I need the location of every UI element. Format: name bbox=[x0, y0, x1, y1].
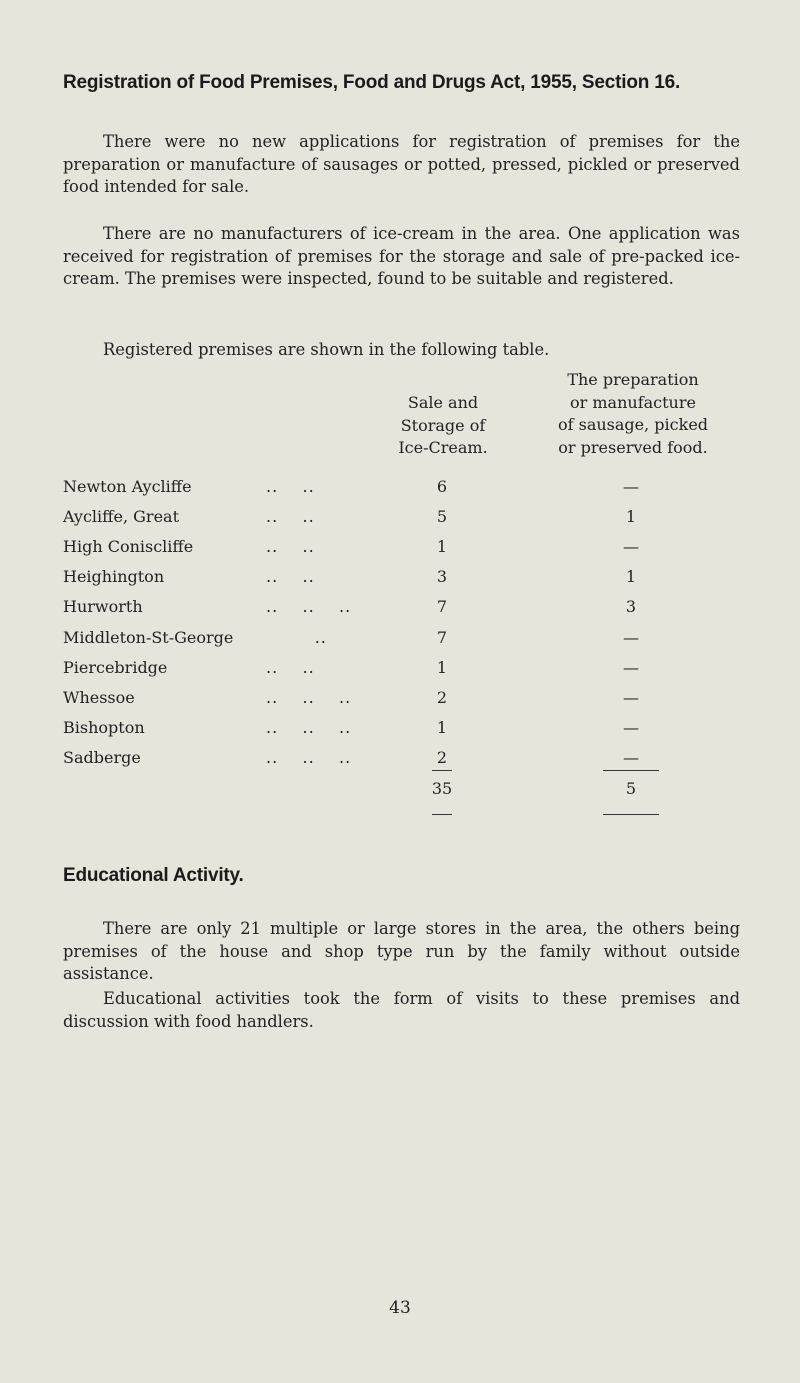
leader-dots: .. .. bbox=[266, 507, 315, 527]
page-number: 43 bbox=[389, 1298, 411, 1318]
preparation-count: — bbox=[623, 687, 639, 707]
ice-cream-count: 1 bbox=[436, 537, 448, 557]
leader-dots: .. .. bbox=[266, 567, 315, 587]
leader-dots: .. .. bbox=[266, 657, 315, 677]
place-name: Piercebridge bbox=[63, 657, 168, 677]
total-ice-cream: 35 bbox=[431, 779, 453, 798]
table-row bbox=[0, 507, 800, 533]
place-name: Aycliffe, Great bbox=[63, 507, 180, 527]
preparation-count: 1 bbox=[625, 507, 637, 527]
leader-dots: .. .. .. bbox=[266, 747, 352, 767]
preparation-count: — bbox=[623, 627, 639, 647]
place-name: Newton Aycliffe bbox=[63, 477, 192, 496]
preparation-count: — bbox=[623, 657, 639, 677]
table-row bbox=[0, 567, 800, 593]
ice-cream-count: 3 bbox=[436, 567, 448, 587]
place-name: Sadberge bbox=[63, 747, 141, 767]
ice-cream-count: 5 bbox=[436, 507, 448, 527]
table-row bbox=[0, 718, 800, 744]
paragraph-no-applications: There were no new applications for registration of premises for the preparation or manufacture of sausages or potted, pressed, pickled or preserved food intended for sale. bbox=[63, 132, 740, 196]
table-row bbox=[0, 537, 800, 563]
ice-cream-count: 7 bbox=[436, 627, 448, 647]
preparation-count: — bbox=[623, 717, 639, 737]
column-header-ice-cream: Sale and Storage of Ice-Cream. bbox=[398, 393, 488, 457]
paragraph-stores: There are only 21 multiple or large stores in the area, the others being premises of the house and shop type run by the family without outside assistance. bbox=[63, 919, 740, 983]
table-row bbox=[0, 477, 800, 503]
rule-top-col2 bbox=[603, 770, 659, 771]
ice-cream-count: 2 bbox=[436, 747, 448, 767]
ice-cream-count: 1 bbox=[436, 657, 448, 677]
leader-dots: .. .. .. bbox=[266, 717, 352, 737]
leader-dots: .. .. .. bbox=[266, 687, 352, 707]
table-row bbox=[0, 688, 800, 714]
place-name: Bishopton bbox=[63, 717, 145, 737]
place-name: Whessoe bbox=[63, 687, 135, 707]
table-intro: Registered premises are shown in the following table. bbox=[103, 340, 550, 359]
place-name: Hurworth bbox=[63, 597, 143, 617]
table-row bbox=[0, 748, 800, 774]
table-row bbox=[0, 597, 800, 623]
rule-bottom-col1 bbox=[432, 814, 452, 815]
ice-cream-count: 1 bbox=[436, 717, 448, 737]
leader-dots: .. bbox=[266, 627, 327, 647]
ice-cream-count: 7 bbox=[436, 597, 448, 617]
rule-top-col1 bbox=[432, 770, 452, 771]
preparation-count: 1 bbox=[625, 567, 637, 587]
section-heading-educational: Educational Activity. bbox=[63, 865, 244, 886]
paragraph-ice-cream: There are no manufacturers of ice-cream in the area. One application was received for registration of premises for the storage and sale of pre-packed ice-cream. The premises were inspected, found to be suitable and registered. bbox=[63, 224, 740, 288]
ice-cream-count: 2 bbox=[436, 687, 448, 707]
total-preparation: 5 bbox=[625, 779, 637, 798]
preparation-count: — bbox=[623, 747, 639, 767]
leader-dots: .. .. bbox=[266, 537, 315, 557]
preparation-count: — bbox=[623, 477, 639, 496]
leader-dots: .. .. bbox=[266, 477, 315, 496]
ice-cream-count: 6 bbox=[436, 477, 448, 496]
section-heading-registration: Registration of Food Premises, Food and Drugs Act, 1955, Section 16. bbox=[63, 72, 681, 93]
column-header-preparation: The preparation or manufacture of sausage, picked or preserved food. bbox=[557, 370, 709, 457]
table-row bbox=[0, 658, 800, 684]
preparation-count: — bbox=[623, 537, 639, 557]
table-row bbox=[0, 628, 800, 654]
place-name: Heighington bbox=[63, 567, 165, 587]
place-name: High Coniscliffe bbox=[63, 537, 194, 557]
preparation-count: 3 bbox=[625, 597, 637, 617]
place-name: Middleton-St-George bbox=[63, 627, 234, 647]
paragraph-educational-activities: Educational activities took the form of visits to these premises and discussion with food handlers. bbox=[63, 989, 740, 1031]
leader-dots: .. .. .. bbox=[266, 597, 352, 617]
rule-bottom-col2 bbox=[603, 814, 659, 815]
